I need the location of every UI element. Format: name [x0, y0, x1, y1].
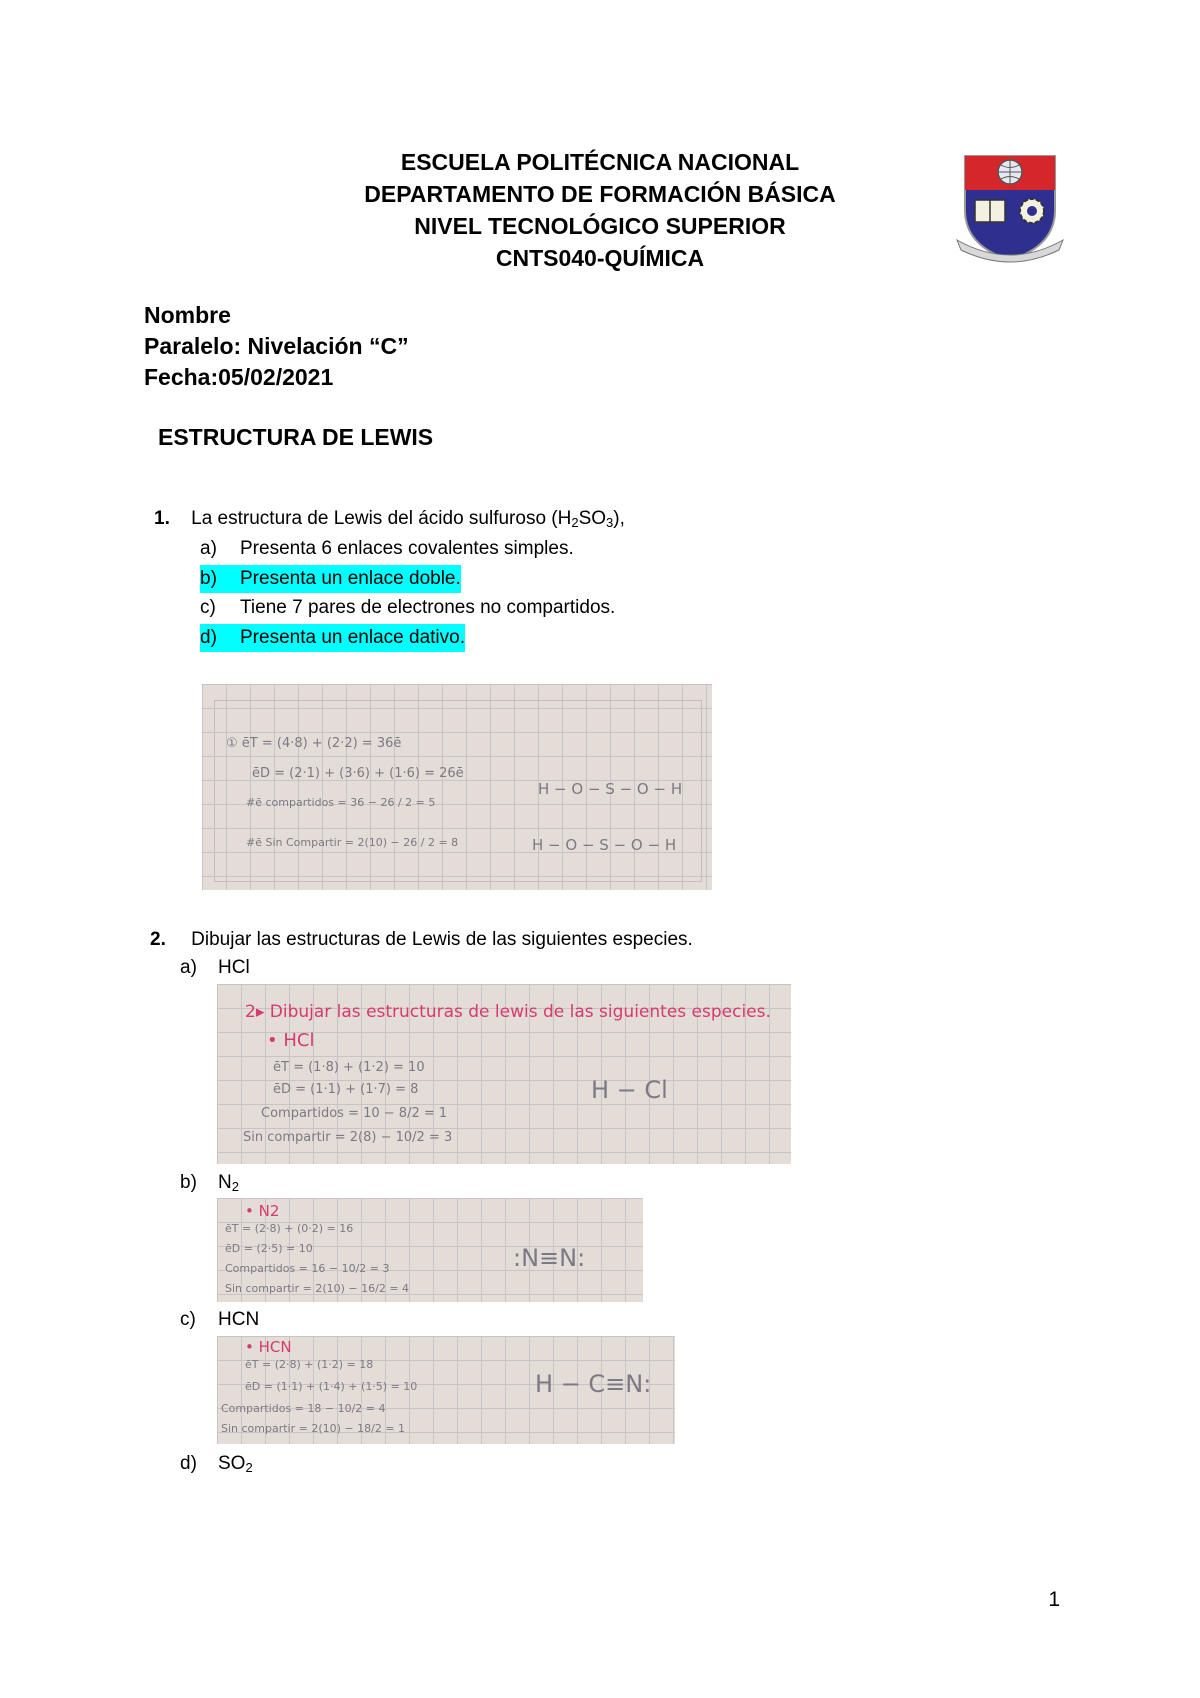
q1-option-b-label: b): [200, 565, 240, 593]
q2a-photo-heading: 2▸ Dibujar las estructuras de lewis de las siguientes especies.: [245, 1002, 771, 1022]
q2a-photo-structure: H − Cl: [591, 1076, 668, 1104]
q2-item-b-sub: 2: [231, 1179, 239, 1194]
student-info: [144, 300, 409, 393]
question-2: [150, 926, 693, 954]
q2b-photo-line-4: Sin compartir = 2(10) − 16/2 = 4: [225, 1282, 410, 1295]
q2a-photo-name: • HCl: [267, 1030, 315, 1051]
q2-item-a-text: HCl: [218, 957, 250, 978]
q2a-photo-line-2: ēD = (1·1) + (1·7) = 8: [273, 1082, 419, 1097]
q1-option-a-label: a): [200, 538, 217, 559]
q1-photo-structure-2: H − O − S − O − H: [532, 836, 677, 854]
question-2-number: 2.: [150, 929, 166, 950]
q1-option-a: [200, 535, 574, 563]
q2-item-d-text: SO: [218, 1453, 246, 1474]
question-1-sub-1: 2: [571, 515, 579, 530]
q2b-photo-name: • N2: [245, 1202, 280, 1220]
q1-option-d: [200, 624, 465, 652]
q1-option-a-text: Presenta 6 enlaces covalentes simples.: [240, 538, 574, 559]
question-2-text: Dibujar las estructuras de Lewis de las siguientes especies.: [191, 929, 693, 950]
q1-photo-line-4: #ē Sin Compartir = 2(10) − 26 / 2 = 8: [246, 836, 459, 849]
header-line-4: CNTS040-QUÍMICA: [495, 245, 705, 271]
header-line-3: NIVEL TECNOLÓGICO SUPERIOR: [414, 213, 786, 239]
header-line-2: DEPARTAMENTO DE FORMACIÓN BÁSICA: [364, 181, 836, 207]
question-1-sub-2: 3: [606, 515, 614, 530]
q2-item-b: [180, 1172, 239, 1194]
q1-option-d-text: Presenta un enlace dativo.: [240, 627, 465, 648]
q2a-photo-line-3: Compartidos = 10 − 8/2 = 1: [261, 1106, 448, 1121]
question-1-text-pre: La estructura de Lewis del ácido sulfuroso (H: [191, 508, 572, 529]
q2-item-c-label: c): [180, 1309, 196, 1330]
q1-option-c-text: Tiene 7 pares de electrones no compartidos.: [240, 597, 616, 618]
q2-item-c-text: HCN: [218, 1309, 260, 1330]
question-1-text-mid: SO: [578, 508, 607, 529]
question-1-number: 1.: [154, 508, 170, 529]
q2c-handwritten-photo: [217, 1336, 675, 1444]
q2c-photo-line-1: ēT = (2·8) + (1·2) = 18: [245, 1358, 374, 1371]
q2b-photo-line-2: ēD = (2·5) = 10: [225, 1242, 313, 1255]
q1-photo-line-1: ① ēT = (4·8) + (2·2) = 36ē: [226, 736, 402, 751]
university-logo: [955, 148, 1065, 266]
q2-item-a: [180, 957, 250, 979]
q2c-photo-line-4: Sin compartir = 2(10) − 18/2 = 1: [221, 1422, 406, 1435]
q2c-photo-name: • HCN: [245, 1338, 292, 1356]
q2a-handwritten-photo: [217, 984, 791, 1164]
q1-handwritten-photo: [202, 684, 712, 890]
q1-option-c-label: c): [200, 597, 216, 618]
q1-option-b: [200, 565, 461, 593]
question-1: [154, 505, 625, 533]
q2-item-c: [180, 1309, 259, 1331]
q1-photo-structure-1: H − O − S − O − H: [538, 780, 683, 798]
question-1-text-post: ),: [613, 508, 625, 529]
page-number: 1: [1048, 1588, 1060, 1611]
q2a-photo-line-4: Sin compartir = 2(8) − 10/2 = 3: [243, 1130, 453, 1145]
q1-option-b-text: Presenta un enlace doble.: [240, 568, 461, 589]
q1-photo-line-3: #ē compartidos = 36 − 26 / 2 = 5: [246, 796, 436, 809]
q2c-photo-line-2: ēD = (1·1) + (1·4) + (1·5) = 10: [245, 1380, 418, 1393]
paralelo-field: Paralelo: Nivelación “C”: [144, 333, 409, 359]
q2-item-b-text: N: [218, 1172, 232, 1193]
q2-item-d-label: d): [180, 1453, 197, 1474]
q1-option-d-label: d): [200, 624, 240, 652]
q2b-handwritten-photo: [217, 1198, 643, 1302]
q2c-photo-structure: H − C≡N:: [535, 1370, 652, 1398]
section-title: ESTRUCTURA DE LEWIS: [158, 424, 434, 450]
q2-item-d: [180, 1453, 253, 1475]
q2-item-b-label: b): [180, 1172, 197, 1193]
q2a-photo-line-1: ēT = (1·8) + (1·2) = 10: [273, 1060, 425, 1075]
q2-item-d-sub: 2: [245, 1460, 253, 1475]
header-line-1: ESCUELA POLITÉCNICA NACIONAL: [400, 149, 800, 175]
q2b-photo-structure: :N≡N:: [513, 1244, 586, 1272]
nombre-field: Nombre: [144, 302, 231, 328]
q1-option-c: [200, 594, 615, 622]
q2c-photo-line-3: Compartidos = 18 − 10/2 = 4: [221, 1402, 386, 1415]
q2b-photo-line-1: ēT = (2·8) + (0·2) = 16: [225, 1222, 354, 1235]
q2b-photo-line-3: Compartidos = 16 − 10/2 = 3: [225, 1262, 390, 1275]
q2-item-a-label: a): [180, 957, 197, 978]
q1-photo-line-2: ēD = (2·1) + (3·6) + (1·6) = 26ē: [252, 766, 464, 781]
fecha-field: Fecha:05/02/2021: [144, 364, 334, 390]
